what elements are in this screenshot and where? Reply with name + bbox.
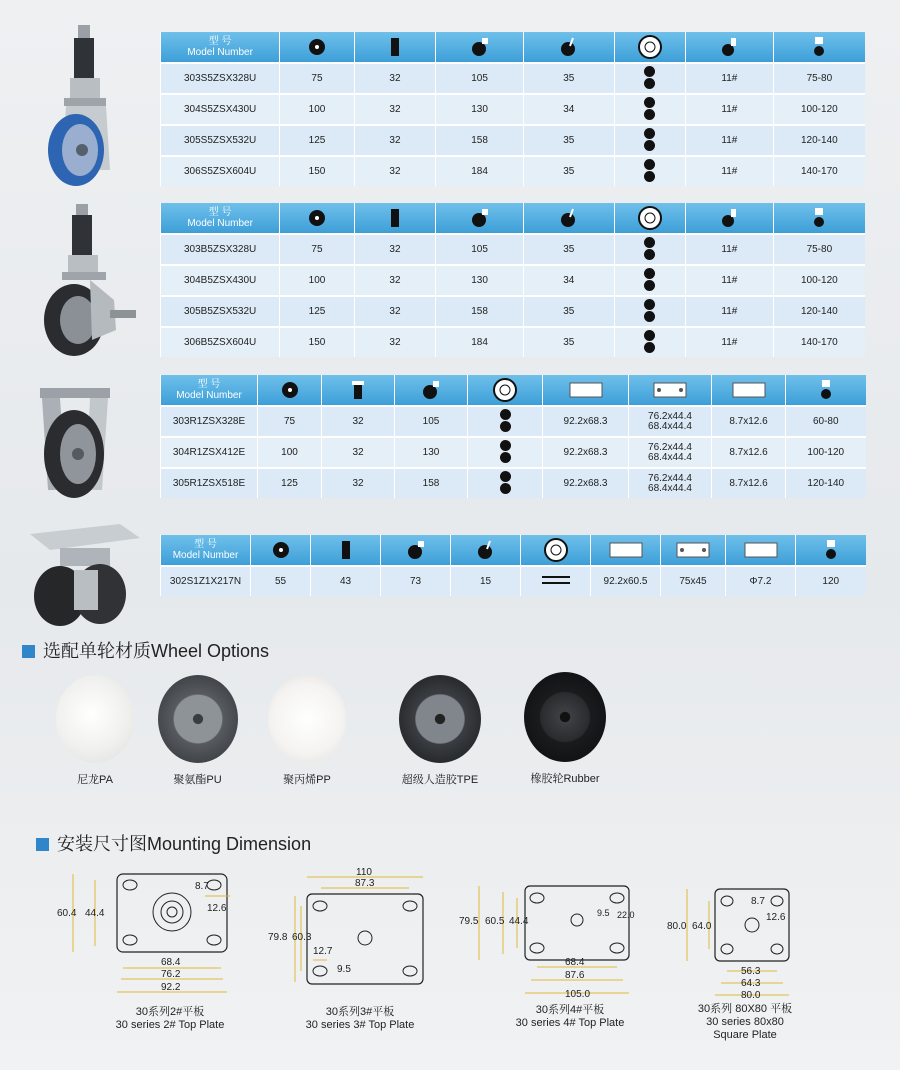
table-cell: 100-120 bbox=[773, 265, 865, 296]
table-cell: 11# bbox=[686, 234, 774, 265]
flat-bearing-icon bbox=[521, 566, 591, 596]
dim-label: 92.2 bbox=[161, 982, 181, 993]
table-cell: 75 bbox=[280, 234, 354, 265]
dim-label: 68.4 bbox=[565, 957, 585, 968]
table-cell: 8.7x12.6 bbox=[712, 468, 786, 498]
caster-image-brake-stem bbox=[30, 200, 140, 360]
header-cell bbox=[523, 32, 614, 63]
table-cell: 8.7x12.6 bbox=[712, 406, 786, 437]
dim-label: 110 bbox=[356, 867, 372, 878]
table-cell: 35 bbox=[523, 125, 614, 156]
table-cell: 100 bbox=[280, 94, 354, 125]
table-cell: 303S5ZSX328U bbox=[161, 63, 280, 94]
table-cell: Φ7.2 bbox=[726, 566, 796, 596]
table-cell: 32 bbox=[354, 327, 436, 357]
plate-size-icon bbox=[609, 541, 643, 559]
header-cell bbox=[451, 535, 521, 566]
header-cell bbox=[686, 32, 774, 63]
bolt-hole-icon bbox=[732, 381, 766, 399]
table-cell: 34 bbox=[523, 94, 614, 125]
table-cell: 35 bbox=[523, 156, 614, 186]
bearing-icon bbox=[614, 63, 685, 94]
model-number-header: 型 号 Model Number bbox=[161, 535, 251, 566]
table-cell: 150 bbox=[280, 156, 354, 186]
table-cell: 125 bbox=[280, 296, 354, 327]
bearing-icon bbox=[614, 296, 685, 327]
table-row bbox=[161, 406, 866, 437]
table-cell: 75-80 bbox=[773, 234, 865, 265]
bearing-icon bbox=[614, 156, 685, 186]
header-cell bbox=[773, 203, 865, 234]
bolt-spacing-icon bbox=[653, 381, 687, 399]
table-cell: 32 bbox=[354, 125, 436, 156]
table-cell: 92.2x68.3 bbox=[543, 468, 629, 498]
header-cell bbox=[381, 535, 451, 566]
table-cell: 34 bbox=[523, 265, 614, 296]
table-cell: 92.2x60.5 bbox=[591, 566, 661, 596]
table-cell: 35 bbox=[523, 296, 614, 327]
plate-drawing-2 bbox=[55, 868, 245, 1003]
table-cell: 92.2x68.3 bbox=[543, 406, 629, 437]
table-cell: 35 bbox=[523, 327, 614, 357]
table-cell: 100 bbox=[280, 265, 354, 296]
dim-label: 22.0 bbox=[617, 910, 635, 920]
table-cell: 100-120 bbox=[786, 437, 866, 468]
header-cell bbox=[773, 32, 865, 63]
wheel-option-pa: 尼龙PA bbox=[50, 675, 140, 787]
table-cell: 32 bbox=[322, 468, 395, 498]
dim-label: 79.5 bbox=[459, 916, 479, 927]
table-cell: 158 bbox=[395, 468, 468, 498]
wheel-tpe-image bbox=[399, 675, 481, 763]
load-capacity-icon bbox=[823, 539, 839, 561]
bearing-icon bbox=[543, 537, 569, 563]
dim-label: 80.0 bbox=[667, 921, 687, 932]
header-cell bbox=[543, 375, 629, 406]
wheel-option-pp: 聚丙烯PP bbox=[262, 675, 352, 787]
dim-label: 12.6 bbox=[207, 903, 227, 914]
table-cell: 120-140 bbox=[773, 125, 865, 156]
table-row bbox=[161, 156, 866, 186]
header-cell bbox=[436, 203, 524, 234]
dim-label: 12.7 bbox=[313, 946, 333, 957]
table-header-row bbox=[161, 203, 866, 234]
table-cell: 32 bbox=[354, 63, 436, 94]
mounting-dimension-title: 安装尺寸图Mounting Dimension bbox=[36, 830, 311, 856]
dim-label: 8.7 bbox=[195, 881, 209, 892]
table-row bbox=[161, 234, 866, 265]
table-cell: 43 bbox=[311, 566, 381, 596]
dim-label: 60.5 bbox=[485, 916, 505, 927]
table-cell: 120-140 bbox=[773, 296, 865, 327]
table-header-row bbox=[161, 375, 866, 406]
mounting-height-icon bbox=[469, 207, 491, 229]
header-cell bbox=[629, 375, 712, 406]
wheel-pp-image bbox=[268, 675, 346, 763]
table-header-row bbox=[161, 535, 866, 566]
table-cell: 32 bbox=[354, 156, 436, 186]
dim-label: 60.3 bbox=[292, 932, 312, 943]
dim-label: 79.8 bbox=[268, 932, 288, 943]
model-number-header: 型 号 Model Number bbox=[161, 32, 280, 63]
wheel-diameter-icon bbox=[281, 381, 299, 399]
dim-label: 12.6 bbox=[766, 912, 786, 923]
offset-icon bbox=[475, 539, 497, 561]
header-cell bbox=[686, 203, 774, 234]
dim-label: 68.4 bbox=[161, 957, 181, 968]
table-cell: 100-120 bbox=[773, 94, 865, 125]
bearing-icon bbox=[492, 377, 518, 403]
bearing-icon bbox=[637, 205, 663, 231]
spec-table-3 bbox=[160, 375, 866, 498]
header-cell bbox=[354, 32, 436, 63]
bearing-icon bbox=[614, 327, 685, 357]
dim-label: 64.3 bbox=[741, 978, 761, 989]
table-cell: 32 bbox=[354, 234, 436, 265]
table-cell: 125 bbox=[280, 125, 354, 156]
wheel-diameter-icon bbox=[308, 209, 326, 227]
header-cell bbox=[395, 375, 468, 406]
wheel-pu-image bbox=[158, 675, 238, 763]
table-cell: 105 bbox=[436, 63, 524, 94]
table-cell: 76.2x44.4 68.4x44.4 bbox=[629, 406, 712, 437]
table-cell: 105 bbox=[436, 234, 524, 265]
table-cell: 140-170 bbox=[773, 327, 865, 357]
header-cell bbox=[796, 535, 866, 566]
wheel-option-tpe: 超级人造胶TPE bbox=[385, 675, 495, 787]
header-cell bbox=[311, 535, 381, 566]
table-row bbox=[161, 468, 866, 498]
header-cell bbox=[786, 375, 866, 406]
table-cell: 75 bbox=[258, 406, 322, 437]
header-cell bbox=[614, 203, 685, 234]
plate-caption-4: 30系列4#平板 30 series 4# Top Plate bbox=[515, 1004, 625, 1029]
dim-label: 9.5 bbox=[597, 908, 610, 918]
dim-label: 56.3 bbox=[741, 966, 761, 977]
dim-label: 87.6 bbox=[565, 970, 585, 981]
table-cell: 125 bbox=[258, 468, 322, 498]
spec-table-2 bbox=[160, 203, 865, 357]
header-cell bbox=[436, 32, 524, 63]
table-cell: 76.2x44.4 68.4x44.4 bbox=[629, 437, 712, 468]
table-cell: 11# bbox=[686, 327, 774, 357]
wheel-width-icon bbox=[389, 37, 401, 57]
table-row bbox=[161, 327, 866, 357]
load-capacity-icon bbox=[818, 379, 834, 401]
dim-label: 64.0 bbox=[692, 921, 712, 932]
table-cell: 11# bbox=[686, 63, 774, 94]
bearing-icon bbox=[468, 406, 543, 437]
table-cell: 158 bbox=[436, 125, 524, 156]
mounting-height-icon bbox=[420, 379, 442, 401]
bolt-hole-icon bbox=[744, 541, 778, 559]
table-cell: 32 bbox=[322, 437, 395, 468]
dim-label: 76.2 bbox=[161, 969, 181, 980]
table-cell: 120 bbox=[796, 566, 866, 596]
table-cell: 76.2x44.4 68.4x44.4 bbox=[629, 468, 712, 498]
table-cell: 130 bbox=[436, 94, 524, 125]
header-cell bbox=[280, 32, 354, 63]
table-cell: 15 bbox=[451, 566, 521, 596]
table-cell: 130 bbox=[436, 265, 524, 296]
dim-label: 44.4 bbox=[509, 916, 529, 927]
table-cell: 92.2x68.3 bbox=[543, 437, 629, 468]
spec-table-1 bbox=[160, 32, 865, 186]
mounting-height-icon bbox=[405, 539, 427, 561]
table-cell: 150 bbox=[280, 327, 354, 357]
load-capacity-icon bbox=[811, 36, 827, 58]
caster-image-plate-twin bbox=[20, 520, 145, 630]
plate-size-icon bbox=[569, 381, 603, 399]
section-square-icon bbox=[22, 645, 35, 658]
load-capacity-icon bbox=[811, 207, 827, 229]
table-cell: 55 bbox=[251, 566, 311, 596]
dim-label: 105.0 bbox=[565, 989, 591, 1000]
bearing-icon bbox=[468, 468, 543, 498]
wheel-option-rubber: 橡胶轮Rubber bbox=[510, 672, 620, 786]
header-cell bbox=[258, 375, 322, 406]
wheel-diameter-icon bbox=[308, 38, 326, 56]
wheel-width-icon bbox=[351, 380, 365, 400]
table-cell: 130 bbox=[395, 437, 468, 468]
spec-table-4 bbox=[160, 535, 866, 596]
table-cell: 73 bbox=[381, 566, 451, 596]
dim-label: 8.7 bbox=[751, 896, 765, 907]
bearing-icon bbox=[614, 94, 685, 125]
header-cell bbox=[354, 203, 436, 234]
table-cell: 35 bbox=[523, 234, 614, 265]
table-cell: 11# bbox=[686, 296, 774, 327]
wheel-diameter-icon bbox=[272, 541, 290, 559]
header-cell bbox=[468, 375, 543, 406]
table-cell: 11# bbox=[686, 265, 774, 296]
header-cell bbox=[251, 535, 311, 566]
plate-drawing-4 bbox=[455, 880, 645, 1000]
table-cell: 306S5ZSX604U bbox=[161, 156, 280, 186]
dim-label: 87.3 bbox=[355, 878, 375, 889]
table-header-row bbox=[161, 32, 866, 63]
table-cell: 60-80 bbox=[786, 406, 866, 437]
wheel-options-title: 选配单轮材质Wheel Options bbox=[22, 637, 269, 663]
dim-label: 60.4 bbox=[57, 908, 77, 919]
header-cell bbox=[591, 535, 661, 566]
offset-icon bbox=[558, 36, 580, 58]
plate-caption-2: 30系列2#平板 30 series 2# Top Plate bbox=[115, 1006, 225, 1031]
table-row bbox=[161, 125, 866, 156]
stem-size-icon bbox=[718, 207, 740, 229]
table-cell: 184 bbox=[436, 156, 524, 186]
table-row bbox=[161, 437, 866, 468]
header-cell bbox=[726, 535, 796, 566]
header-cell bbox=[661, 535, 726, 566]
table-cell: 140-170 bbox=[773, 156, 865, 186]
table-cell: 303R1ZSX328E bbox=[161, 406, 258, 437]
table-row bbox=[161, 94, 866, 125]
table-row bbox=[161, 566, 866, 596]
table-row bbox=[161, 63, 866, 94]
table-cell: 304R1ZSX412E bbox=[161, 437, 258, 468]
wheel-width-icon bbox=[389, 208, 401, 228]
table-cell: 75-80 bbox=[773, 63, 865, 94]
table-cell: 105 bbox=[395, 406, 468, 437]
caster-image-swivel-stem bbox=[30, 20, 135, 190]
section-square-icon bbox=[36, 838, 49, 851]
model-number-header: 型 号 Model Number bbox=[161, 203, 280, 234]
table-cell: 11# bbox=[686, 156, 774, 186]
table-cell: 32 bbox=[322, 406, 395, 437]
table-cell: 184 bbox=[436, 327, 524, 357]
bearing-icon bbox=[614, 234, 685, 265]
stem-size-icon bbox=[718, 36, 740, 58]
wheel-width-icon bbox=[340, 540, 352, 560]
caster-image-rigid bbox=[30, 380, 140, 510]
header-cell bbox=[521, 535, 591, 566]
bearing-icon bbox=[468, 437, 543, 468]
table-cell: 75x45 bbox=[661, 566, 726, 596]
plate-caption-80x80: 30系列 80X80 平板 30 series 80x80 Square Plate bbox=[697, 1003, 793, 1041]
table-cell: 303B5ZSX328U bbox=[161, 234, 280, 265]
table-cell: 304B5ZSX430U bbox=[161, 265, 280, 296]
model-number-header: 型 号 Model Number bbox=[161, 375, 258, 406]
table-cell: 120-140 bbox=[786, 468, 866, 498]
header-cell bbox=[322, 375, 395, 406]
table-cell: 302S1Z1X217N bbox=[161, 566, 251, 596]
bearing-icon bbox=[614, 125, 685, 156]
plate-drawing-80x80 bbox=[665, 885, 805, 1000]
table-cell: 8.7x12.6 bbox=[712, 437, 786, 468]
header-cell bbox=[523, 203, 614, 234]
header-cell bbox=[280, 203, 354, 234]
table-cell: 305S5ZSX532U bbox=[161, 125, 280, 156]
dim-label: 9.5 bbox=[337, 964, 351, 975]
bearing-icon bbox=[637, 34, 663, 60]
offset-icon bbox=[558, 207, 580, 229]
table-cell: 32 bbox=[354, 94, 436, 125]
dim-label: 80.0 bbox=[741, 990, 761, 1000]
table-cell: 304S5ZSX430U bbox=[161, 94, 280, 125]
table-cell: 305R1ZSX518E bbox=[161, 468, 258, 498]
wheel-rubber-image bbox=[524, 672, 606, 762]
wheel-pa-image bbox=[56, 675, 134, 763]
table-cell: 32 bbox=[354, 296, 436, 327]
table-cell: 35 bbox=[523, 63, 614, 94]
bolt-spacing-icon bbox=[676, 541, 710, 559]
plate-caption-3: 30系列3#平板 30 series 3# Top Plate bbox=[305, 1006, 415, 1031]
plate-drawing-3 bbox=[265, 866, 445, 991]
wheel-option-pu: 聚氨酯PU bbox=[150, 675, 245, 787]
table-row bbox=[161, 265, 866, 296]
table-cell: 100 bbox=[258, 437, 322, 468]
mounting-height-icon bbox=[469, 36, 491, 58]
header-cell bbox=[614, 32, 685, 63]
table-row bbox=[161, 296, 866, 327]
table-cell: 75 bbox=[280, 63, 354, 94]
table-cell: 305B5ZSX532U bbox=[161, 296, 280, 327]
table-cell: 158 bbox=[436, 296, 524, 327]
table-cell: 11# bbox=[686, 94, 774, 125]
table-cell: 32 bbox=[354, 265, 436, 296]
table-cell: 306B5ZSX604U bbox=[161, 327, 280, 357]
table-cell: 11# bbox=[686, 125, 774, 156]
header-cell bbox=[712, 375, 786, 406]
bearing-icon bbox=[614, 265, 685, 296]
dim-label: 44.4 bbox=[85, 908, 105, 919]
